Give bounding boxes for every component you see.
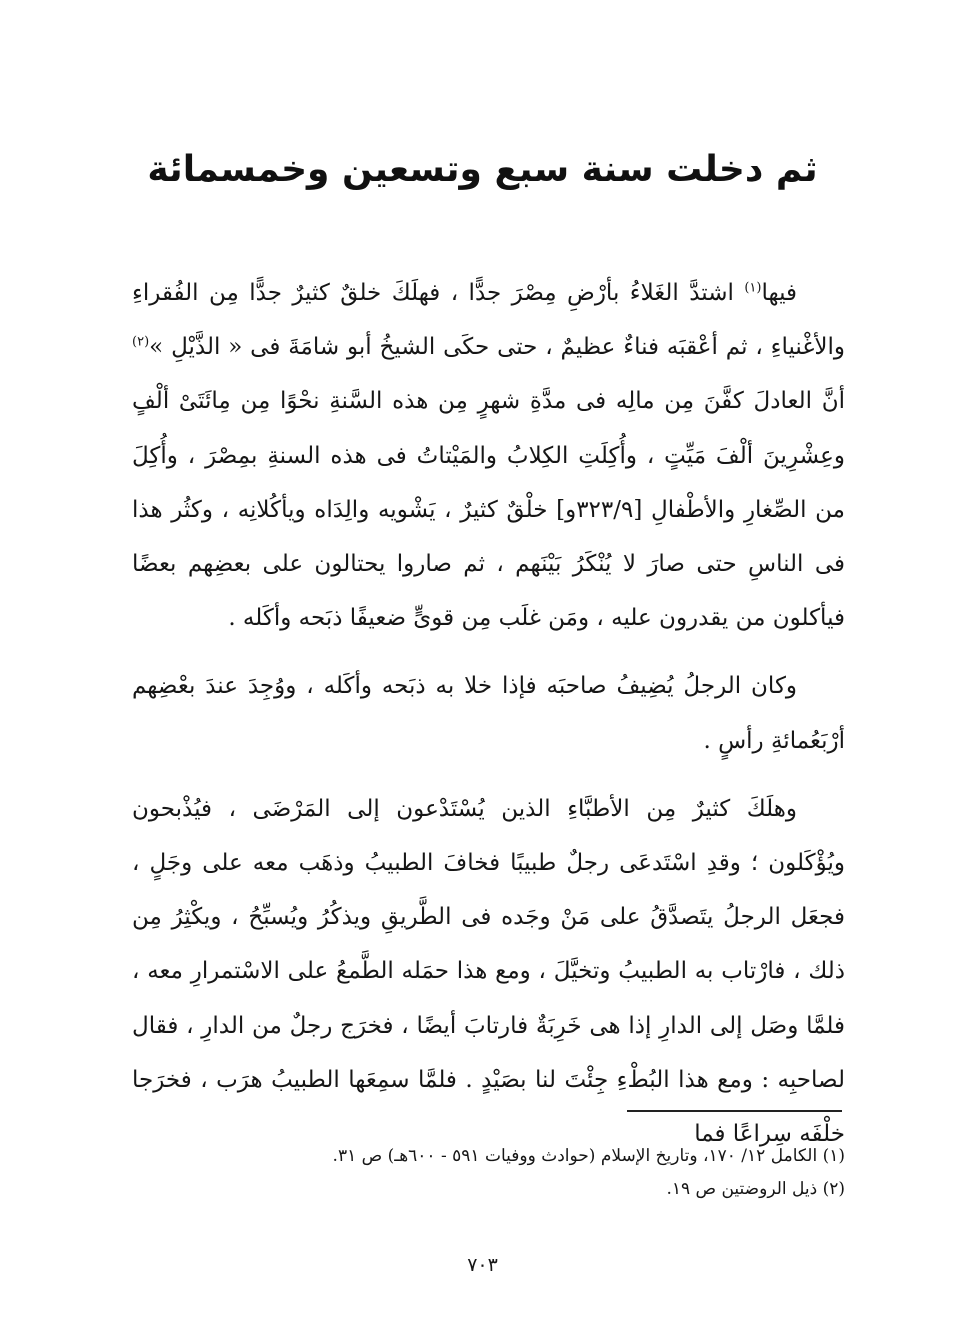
chapter-title: ثم دخلت سنة سبع وتسعين وخمسمائة bbox=[147, 149, 818, 190]
paragraph-2: وكان الرجلُ يُضِيفُ صاحبَه فإذا خلا به ذبَحه وأكَله ، ووُجِدَ عندَ بعْضِهم أرْبَعُمائةِ رأسٍ . bbox=[132, 673, 845, 754]
paragraph-1-end: أنَّ العادلَ كفَّنَ مِن مالِه فى مدَّةِ شهرٍ مِن هذه السَّنةِ نحْوًا مِن مِائَتَىْ ألْفٍ وعِشْرِينَ ألْفَ مَيِّتٍ ، وأُكِلَتِ الكِلابُ والمَيْتاتُ فى هذه السنةِ بمِصْرَ ، وأُكِلَ من الصِّغارِ والأطْفالِ [٣٢٣/٩و] خلْقٌ كثيرٌ ، يَشْويه والِدَاه ويأكُلانِه ، وكثُر هذا فى الناسِ حتى صارَ لا يُنْكَرُ بَيْنَهم ، ثم صاروا يحتالون على بعضِهم بعضًا فيأكلون من يقدرون عليه ، ومَن غلَب مِن قوىٍّ ضعيفًا ذبَحه وأكَله . bbox=[132, 388, 845, 632]
paragraph-3: وهلَكَ كثيرٌ مِن الأطبَّاءِ الذين يُسْتَدْعون إلى المَرْضَى ، فيُذْبحون ويُؤْكَلون ؛ وقدِ اسْتَدعَى رجلٌ طبيبًا فخافَ الطبيبُ وذهَب معه على وجَلٍ ، فجعَل الرجلُ يتَصدَّقُ على مَنْ وجَده فى الطَّريقِ ويذكُرُ ويُسبِّحُ ، ويكْثِرُ مِن ذلك ، فارْتاب به الطبيبُ وتخيَّلَ ، ومع هذا حمَله الطَّمعُ على الاسْتمرارِ معه ، فلمَّا وصَل إلى الدارِ إذا هى خَرِبَةٌ فارتابَ أيضًا ، فخرَج رجلٌ من الدارِ ، فقال لصاحبِه : ومع هذا البُطْءِ جِئْتَ لنا بصَيْدٍ . فلمَّا سمِعَها الطبيبُ هرَب ، فخرَجا خلْفَه سِراعًا فما bbox=[132, 795, 845, 1148]
main-text bbox=[132, 266, 845, 1161]
footnote-ref-2: (٢) bbox=[132, 334, 150, 350]
page-number: ٧٠٣ bbox=[467, 1254, 498, 1276]
footnotes bbox=[132, 1140, 845, 1206]
footnote-ref-1: (١) bbox=[744, 280, 762, 296]
footnote-divider bbox=[627, 1110, 842, 1112]
paragraph-1 bbox=[132, 266, 845, 645]
footnote-1: (١) الكامل ١٢/ ١٧٠، وتاريخ الإسلام (حوادث ووفيات ٥٩١ - ٦٠٠هـ) ص ٣١. bbox=[332, 1146, 845, 1166]
paragraph-1-middle: اشتدَّ الغَلاءُ بأرْضِ مِصْرَ جدًّا ، فهلَكَ خلقٌ كثيرٌ جدًّا مِن الفُقراءِ والأغْنياءِ ، ثم أعْقبَه فناءٌ عظيمٌ ، حتى حكَى الشيخُ أبو شامَةَ فى « الذَّيْلِ » bbox=[132, 280, 845, 361]
paragraph-1-opening: فيها bbox=[761, 280, 797, 306]
footnote-2: (٢) ذيل الروضتين ص ١٩. bbox=[666, 1179, 845, 1199]
